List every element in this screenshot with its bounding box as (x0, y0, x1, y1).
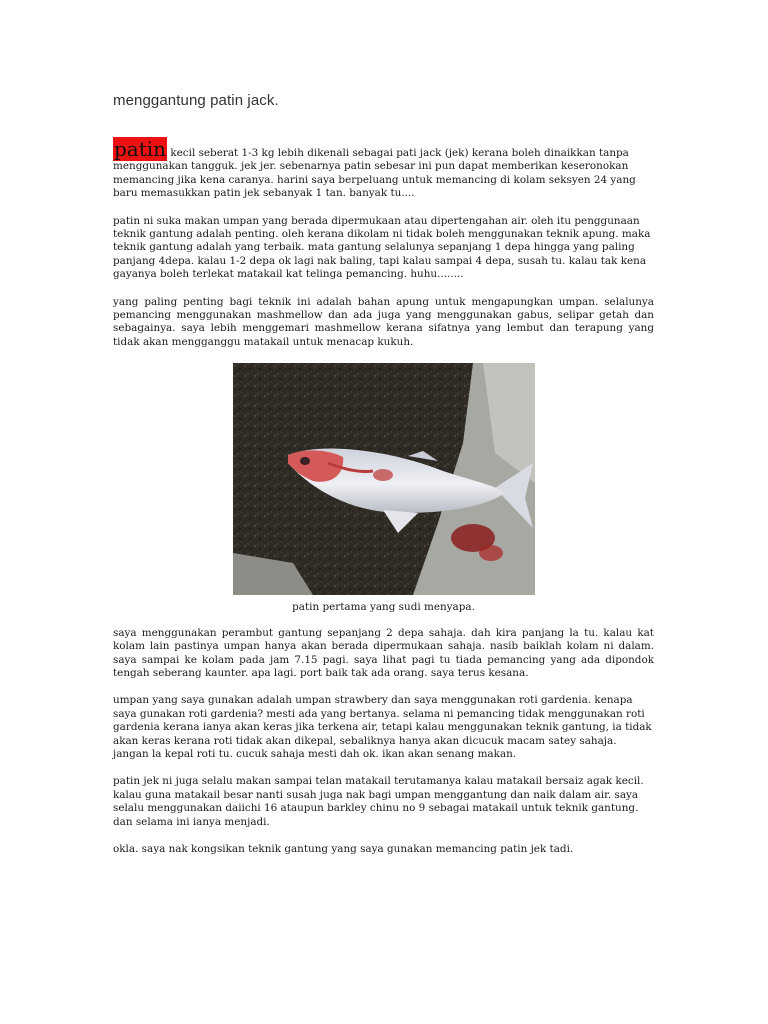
paragraph-2: patin ni suka makan umpan yang berada dipermukaan atau dipertengahan air. oleh itu penggunaan teknik gantung adalah penting. oleh kerana dikolam ni tidak boleh menggunakan teknik apung. maka teknik gantung adalah yang terbaik. mata gantung selalunya sepanjang 1 depa hingga yang paling panjang 4depa. kalau 1-2 depa ok lagi nak baling, tapi kalau sampai 4 depa, susah tu. kalau tak kena gayanya boleh terlekat matakail kat telinga pemancing. huhu........ (113, 214, 651, 281)
paragraph-3: yang paling penting bagi teknik ini adalah bahan apung untuk mengapungkan umpan. selalunya pemancing menggunakan mashmellow dan ada juga yang menggunakan gabus, selipar getah dan sebagainya. saya lebih menggemari mashmellow kerana sifatnya yang lembut dan terapung yang tidak akan mengganggu matakail untuk menacap kukuh. (113, 295, 654, 348)
dropcap-word: patin (114, 137, 167, 161)
photo-caption: patin pertama yang sudi menyapa. (292, 601, 475, 614)
paragraph-5: umpan yang saya gunakan adalah umpan strawbery dan saya menggunakan roti gardenia. kenapa saya gunakan roti gardenia? mesti ada yang bertanya. selama ni pemancing tidak menggunakan roti gardenia kerana ianya akan keras jika terkena air, tetapi kalau menggunakan teknik gantung, ia tidak akan keras kerana roti tidak akan dikepal, sebaliknya hanya akan dicucuk macam satey sahaja. jangan la kepal roti tu. cucuk sahaja mesti dah ok. ikan akan senang makan. (113, 694, 652, 760)
paragraph-1 (113, 138, 654, 201)
article-body (113, 138, 654, 870)
paragraph-6: patin jek ni juga selalu makan sampai telan matakail terutamanya kalau matakail bersaiz agak kecil. kalau guna matakail besar nanti susah juga nak bagi umpan menggantung dan naik dalam air. saya selalu menggunakan daiichi 16 ataupun barkley chinu no 9 sebagai matakail untuk teknik gantung. dan selama ini ianya menjadi. (113, 775, 644, 828)
fish-photo (233, 363, 535, 595)
page-title: menggantung patin jack. (113, 92, 279, 109)
paragraph-4: saya menggunakan perambut gantung sepanjang 2 depa sahaja. dah kira panjang la tu. kalau kat kolam lain pastinya umpan hanya akan berada dipermukaan sahaja. nasib baiklah kolam ni dalam. saya sampai ke kolam pada jam 7.15 pagi. saya lihat pagi tu tiada pemancing yang ada dipondok tengah seberang kaunter. apa lagi. port baik tak ada orang. saya terus kesana. (113, 626, 654, 679)
paragraph-7: okla. saya nak kongsikan teknik gantung yang saya gunakan memancing patin jek tadi. (113, 842, 574, 855)
fish-photo-figure (113, 363, 654, 614)
paragraph-1-text: kecil seberat 1-3 kg lebih dikenali sebagai pati jack (jek) kerana boleh dinaikkan tanpa menggunakan tangguk. jek jer. sebenarnya patin sebesar ini pun dapat memberikan keseronokan memancing jika kena caranya. harini saya berpeluang untuk memancing di kolam seksyen 24 yang baru memasukkan patin jek sebanyak 1 tan. banyak tu.... (113, 147, 636, 200)
